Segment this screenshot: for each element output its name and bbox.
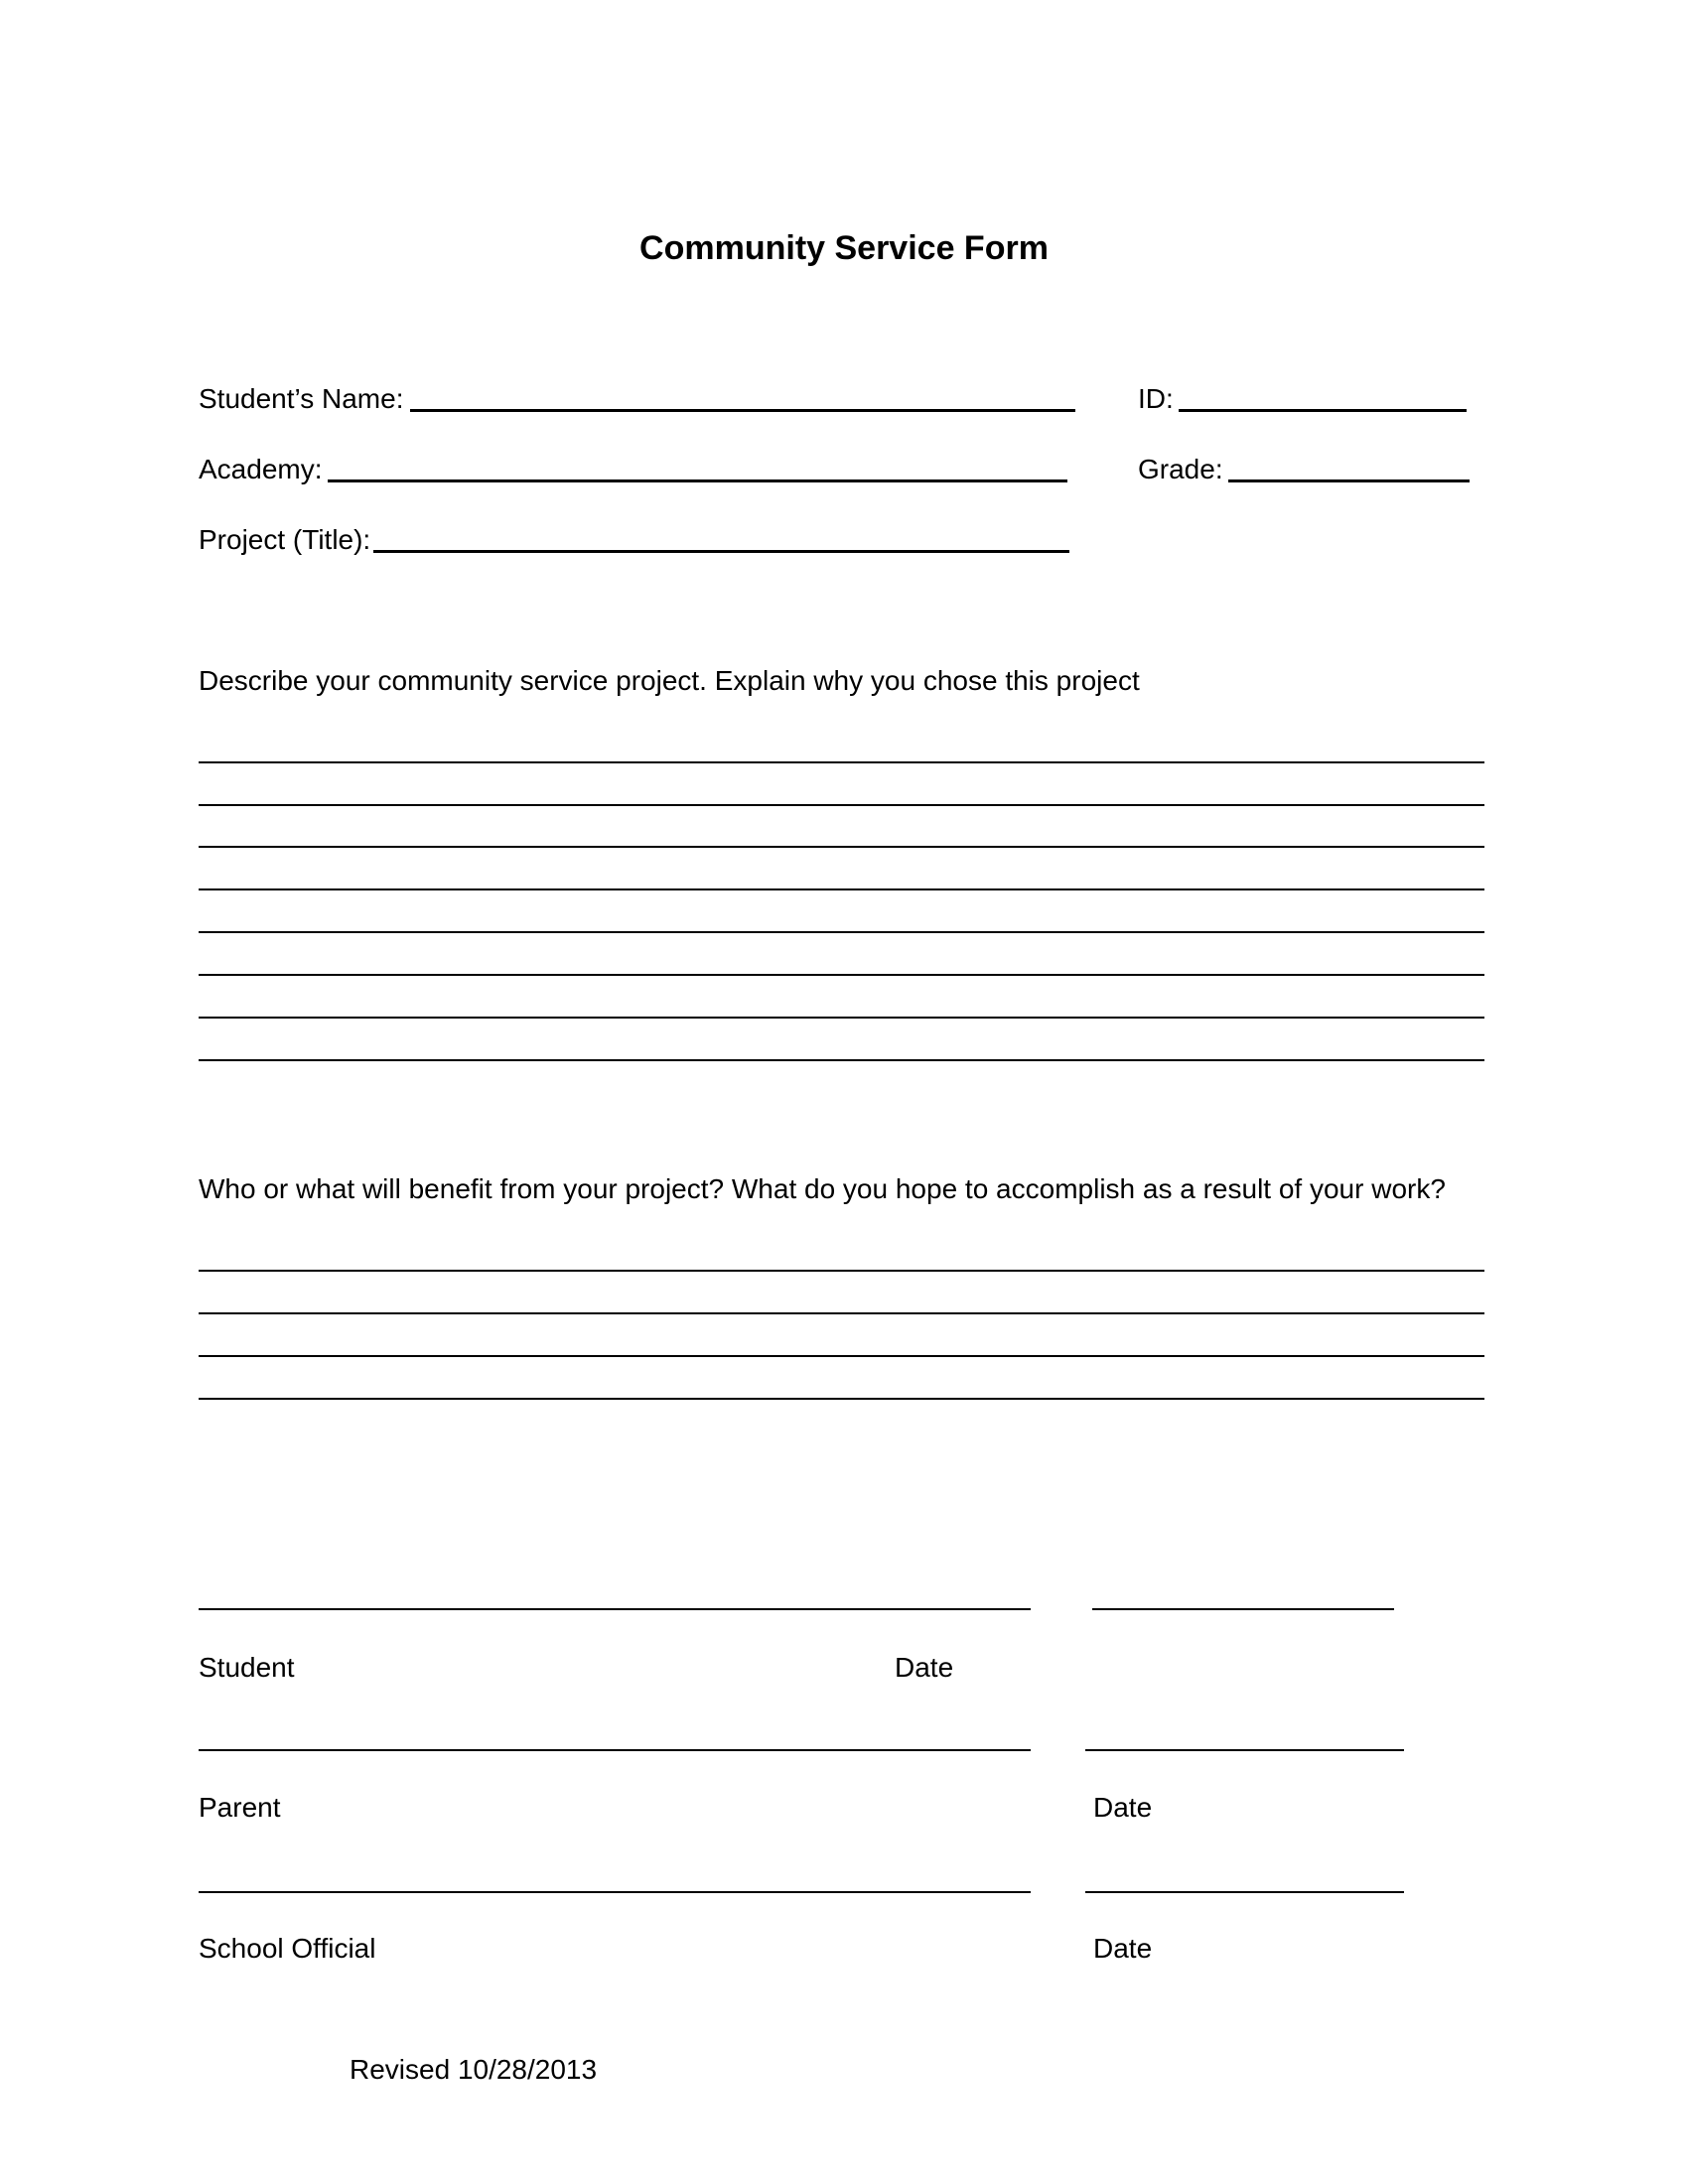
answer-line bbox=[199, 931, 1484, 933]
parent-date-line[interactable] bbox=[1085, 1749, 1404, 1751]
id-field[interactable] bbox=[1179, 409, 1467, 412]
official-signature-label: School Official bbox=[199, 1933, 376, 1964]
project-title-field[interactable] bbox=[373, 550, 1069, 553]
student-date-line[interactable] bbox=[1092, 1608, 1394, 1610]
answer-line bbox=[199, 1355, 1484, 1357]
student-name-field[interactable] bbox=[410, 409, 1075, 412]
parent-signature-label: Parent bbox=[199, 1792, 281, 1823]
student-name-label: Student’s Name: bbox=[199, 383, 404, 414]
official-date-label: Date bbox=[1093, 1933, 1153, 1964]
student-signature-line[interactable] bbox=[199, 1608, 1031, 1610]
id-label: ID: bbox=[1138, 383, 1174, 414]
student-signature-label: Student bbox=[199, 1652, 295, 1683]
academy-label: Academy: bbox=[199, 454, 323, 484]
official-signature-line[interactable] bbox=[199, 1891, 1031, 1893]
student-date-label: Date bbox=[895, 1652, 954, 1683]
answer-line bbox=[199, 761, 1484, 763]
answer-line bbox=[199, 1312, 1484, 1314]
academy-field[interactable] bbox=[328, 479, 1067, 482]
parent-signature-line[interactable] bbox=[199, 1749, 1031, 1751]
answer-line bbox=[199, 846, 1484, 848]
project-title-label: Project (Title): bbox=[199, 524, 371, 555]
answer-line bbox=[199, 888, 1484, 890]
answer-line bbox=[199, 974, 1484, 976]
answer-line bbox=[199, 1059, 1484, 1061]
grade-label: Grade: bbox=[1138, 454, 1223, 484]
official-date-line[interactable] bbox=[1085, 1891, 1404, 1893]
question-2: Who or what will benefit from your project? What do you hope to accomplish as a result of your work? bbox=[199, 1173, 1446, 1204]
question-1: Describe your community service project. Explain why you chose this project bbox=[199, 665, 1140, 696]
answer-line bbox=[199, 1270, 1484, 1272]
grade-field[interactable] bbox=[1228, 479, 1470, 482]
revised-date: Revised 10/28/2013 bbox=[350, 2054, 598, 2085]
answer-line bbox=[199, 1398, 1484, 1400]
answer-line bbox=[199, 804, 1484, 806]
form-title: Community Service Form bbox=[639, 229, 1049, 267]
parent-date-label: Date bbox=[1093, 1792, 1153, 1823]
answer-line bbox=[199, 1017, 1484, 1019]
